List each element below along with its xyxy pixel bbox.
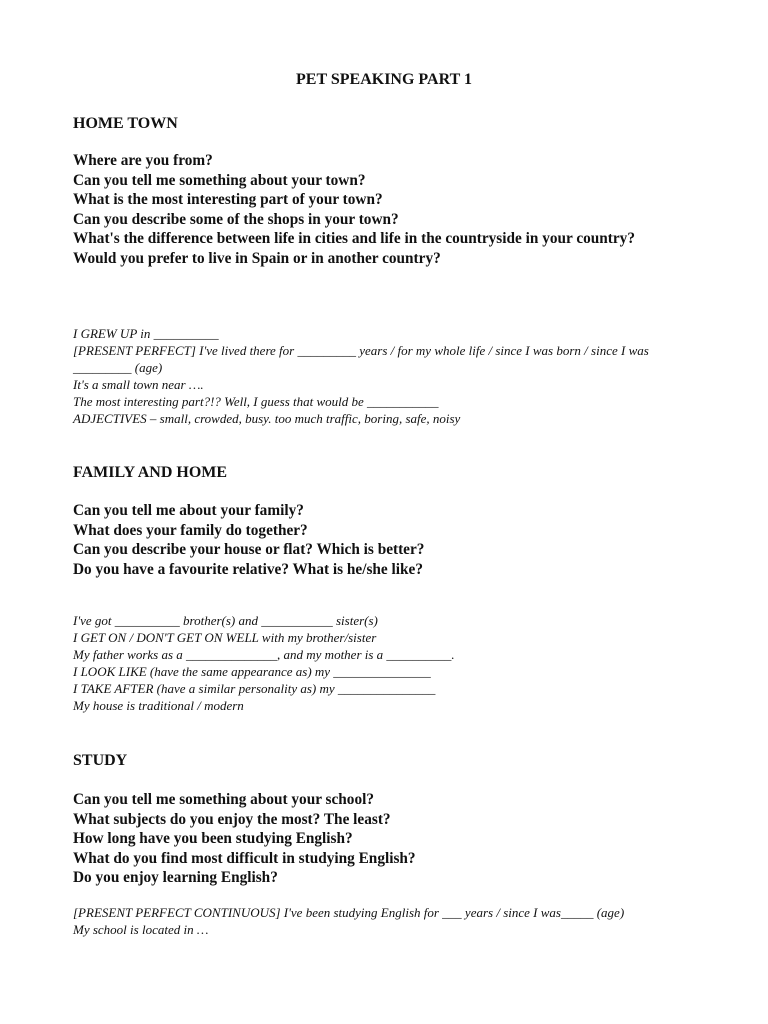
- note: My school is located in …: [73, 922, 209, 937]
- note: I GREW UP in __________: [73, 326, 219, 341]
- section-heading-family-and-home: FAMILY AND HOME: [73, 464, 228, 481]
- notes-study: [73, 904, 713, 938]
- note: ADJECTIVES – small, crowded, busy. too much traffic, boring, safe, noisy: [73, 411, 461, 426]
- note: It's a small town near ….: [73, 377, 204, 392]
- section-heading-home-town: HOME TOWN: [73, 115, 178, 132]
- question: Do you have a favourite relative? What is he/she like?: [73, 560, 423, 578]
- question: Can you tell me something about your school?: [73, 791, 375, 808]
- question: Can you describe your house or flat? Which is better?: [73, 541, 425, 558]
- page-title: PET SPEAKING PART 1: [296, 71, 472, 88]
- question: Do you enjoy learning English?: [73, 869, 278, 886]
- question: Where are you from?: [73, 152, 213, 169]
- note: I TAKE AFTER (have a similar personality as) my _______________: [73, 681, 436, 696]
- question: What's the difference between life in cities and life in the countryside in your country?: [73, 230, 635, 247]
- question: Can you tell me about your family?: [73, 502, 304, 519]
- note: My father works as a ______________, and my mother is a __________.: [73, 647, 455, 662]
- question: What does your family do together?: [73, 521, 308, 539]
- question: How long have you been studying English?: [73, 830, 353, 847]
- question: Can you tell me something about your town?: [73, 171, 366, 189]
- note: The most interesting part?!? Well, I guess that would be ___________: [73, 394, 439, 409]
- question: Can you describe some of the shops in your town?: [73, 210, 399, 228]
- question: Would you prefer to live in Spain or in another country?: [73, 249, 441, 267]
- note: [PRESENT PERFECT] I've lived there for _________ years / for my whole life / since I was born / since I was _________ (age): [73, 343, 649, 375]
- note: I GET ON / DON'T GET ON WELL with my brother/sister: [73, 630, 377, 645]
- notes-family-and-home: [73, 612, 713, 714]
- notes-home-town: [73, 325, 713, 427]
- note: My house is traditional / modern: [73, 698, 244, 713]
- section-heading-study: STUDY: [73, 752, 128, 769]
- note: [PRESENT PERFECT CONTINUOUS] I've been studying English for ___ years / since I was_____ (age): [73, 905, 625, 920]
- question: What do you find most difficult in studying English?: [73, 849, 416, 867]
- note: I LOOK LIKE (have the same appearance as) my _______________: [73, 664, 431, 679]
- question-list-family-and-home: [73, 501, 673, 579]
- question: What subjects do you enjoy the most? The least?: [73, 810, 391, 828]
- question: What is the most interesting part of your town?: [73, 191, 383, 208]
- question-list-study: [73, 790, 673, 888]
- question-list-home-town: [73, 151, 673, 268]
- note: I've got __________ brother(s) and ___________ sister(s): [73, 613, 378, 628]
